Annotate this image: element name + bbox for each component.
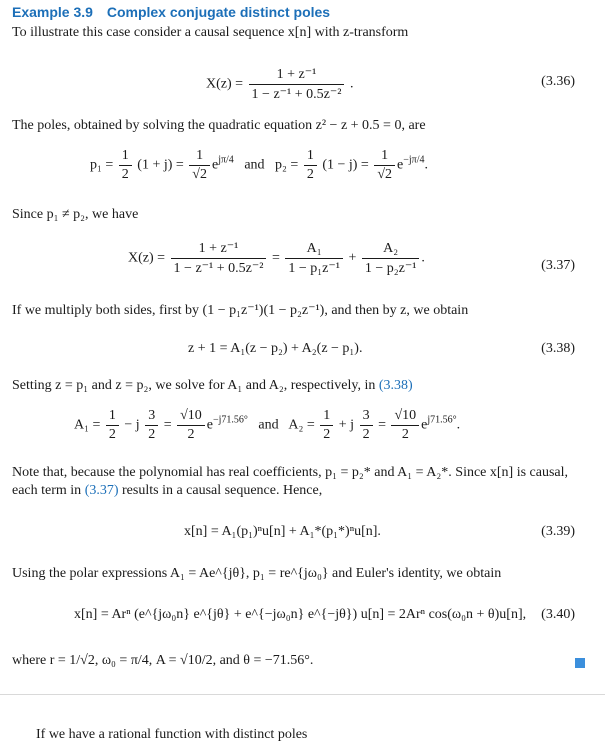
a-coefficients-equation [74,408,460,443]
equation-3-38: z + 1 = A₁(z − p₂) + A₂(z − p₁). [188,341,363,356]
root2-fraction-2 [374,148,395,183]
a2-exp: e [421,417,428,433]
equation-3-37 [128,240,425,277]
a1-two-2: 2 [145,425,158,443]
r-num-2: 1 [381,148,389,163]
a1-lhs: A₁ = [74,417,101,433]
r-den-1: √2 [189,165,210,183]
half-fraction-2 [304,148,317,183]
a1-two-3: 2 [177,425,205,443]
eq337-tail: . [421,250,425,266]
setting-paragraph [12,377,582,395]
a-end: . [456,417,461,433]
a1-three: 3 [148,408,156,423]
eq337-num3: A₂ [383,240,399,256]
a2-three: 3 [362,408,370,423]
section-divider [0,694,605,695]
p1-exp: e [211,157,219,173]
eq340-number: (3.40) [541,607,575,622]
a1-sqrt10: √10 [180,408,202,423]
poles-end: . [424,157,428,173]
a2-eq: = [378,417,386,433]
setting-text: Setting z = p₁ and z = p₂, we solve for A₁ and A₂, respectively, in [12,378,379,393]
multiply-paragraph: If we multiply both sides, first by (1 − p₁z⁻¹)(1 − p₂z⁻¹), and then by z, we obtain [12,303,469,318]
eq337-eq: = [271,250,280,266]
a1-frac-1 [106,408,119,443]
half-den-1: 2 [119,165,132,183]
a2-sup: j71.56° [427,414,457,426]
equation-3-40: x[n] = Arⁿ (e^{jω₀n} e^{jθ} + e^{−jω₀n} e^{−jθ}) u[n] = 2Arⁿ cos(ω₀n + θ)u[n], [74,607,527,622]
eq337-den3: 1 − p₂z⁻¹ [362,258,420,277]
eq336-number: (3.36) [541,74,575,89]
half-num-1: 1 [121,148,129,163]
half-fraction-1 [119,148,132,183]
p2-sup: −jπ/4 [403,154,425,166]
eq337-fraction-3 [362,241,420,277]
polar-paragraph: Using the polar expressions A₁ = Ae^{jθ}, p₁ = re^{jω₀} and Euler's identity, we obtain [12,566,502,581]
p2-lhs: p₂ = [275,157,299,173]
a1-eq: = [163,417,172,433]
half-num-2: 1 [306,148,314,163]
a1-two-1: 2 [106,425,119,443]
eq337-lhs: X(z) = [128,250,166,266]
p1-lhs: p₁ = [90,157,114,173]
note-rest: results in a causal sequence. Hence, [118,483,323,498]
a1-sup: −j71.56° [213,414,248,426]
a2-two-2: 2 [360,425,373,443]
eq338-number: (3.38) [541,341,575,356]
a2-two-3: 2 [391,425,419,443]
r-num-1: 1 [196,148,204,163]
a2-two-1: 2 [320,425,333,443]
a2-sqrt10: √10 [394,408,417,423]
p2-exp: e [397,157,404,173]
eq338-reference-link[interactable]: (3.38) [378,378,413,393]
a2-frac-3 [391,408,419,443]
eq337-den2: 1 − p₁z⁻¹ [285,258,343,277]
eq337-fraction-1 [171,240,267,277]
note-text: Note that, because the polynomial has real coefficients, p₁ = p₂* and A₁ = A₂*. Since x[n] is causal, each term in [12,465,569,498]
eq336-denominator: 1 − z⁻¹ + 0.5z⁻² [249,84,345,103]
poles-and: and [244,157,265,173]
a1-frac-2 [145,408,158,443]
a2-plus-j: + j [338,417,355,433]
example-heading [12,4,330,20]
eq336-tail: . [349,76,354,92]
a1-frac-3 [177,408,205,443]
p1-sup: jπ/4 [218,154,234,166]
eq336-lhs: X(z) = [206,76,244,92]
eq337-num1: 1 + z⁻¹ [198,241,239,256]
a2-one: 1 [323,408,331,423]
a1-minus-j: − j [124,417,140,433]
eq337-plus: + [348,250,357,266]
a1-exp: e [206,417,213,433]
half-den-2: 2 [304,165,317,183]
p1-mid: (1 + j) = [137,157,184,173]
eq336-numerator: 1 + z⁻¹ [276,67,317,82]
intro-paragraph: To illustrate this case consider a causal sequence x[n] with z-transform [12,25,409,40]
since-paragraph: Since p₁ ≠ p₂, we have [12,207,139,222]
r-den-2: √2 [374,165,395,183]
a2-lhs: A₂ = [288,417,315,433]
where-paragraph: where r = 1/√2, ω₀ = π/4, A = √10/2, and θ = −71.56°. [12,653,314,668]
example-title: Complex conjugate distinct poles [106,4,331,20]
equation-3-39: x[n] = A₁(p₁)ⁿu[n] + A₁*(p₁*)ⁿu[n]. [184,524,381,539]
a1-one: 1 [108,408,116,423]
root2-fraction-1 [189,148,210,183]
example-label: Example 3.9 [12,4,93,20]
poles-paragraph: The poles, obtained by solving the quadratic equation z² − z + 0.5 = 0, are [12,118,426,133]
end-of-example-marker [575,658,585,668]
a2-frac-2 [360,408,373,443]
eq337-number: (3.37) [541,258,575,273]
a2-frac-1 [320,408,333,443]
note-paragraph [12,464,582,500]
poles-equation [90,148,428,183]
a-and: and [258,417,279,433]
equation-3-36 [206,66,353,103]
eq337-fraction-2 [285,241,343,277]
eq337-den1: 1 − z⁻¹ + 0.5z⁻² [171,258,267,277]
eq337-num2: A₁ [306,240,322,256]
eq337-reference-link[interactable]: (3.37) [84,483,119,498]
p2-mid: (1 − j) = [322,157,369,173]
eq339-number: (3.39) [541,524,575,539]
next-paragraph: If we have a rational function with distinct poles [36,727,308,742]
eq336-fraction [249,66,345,103]
